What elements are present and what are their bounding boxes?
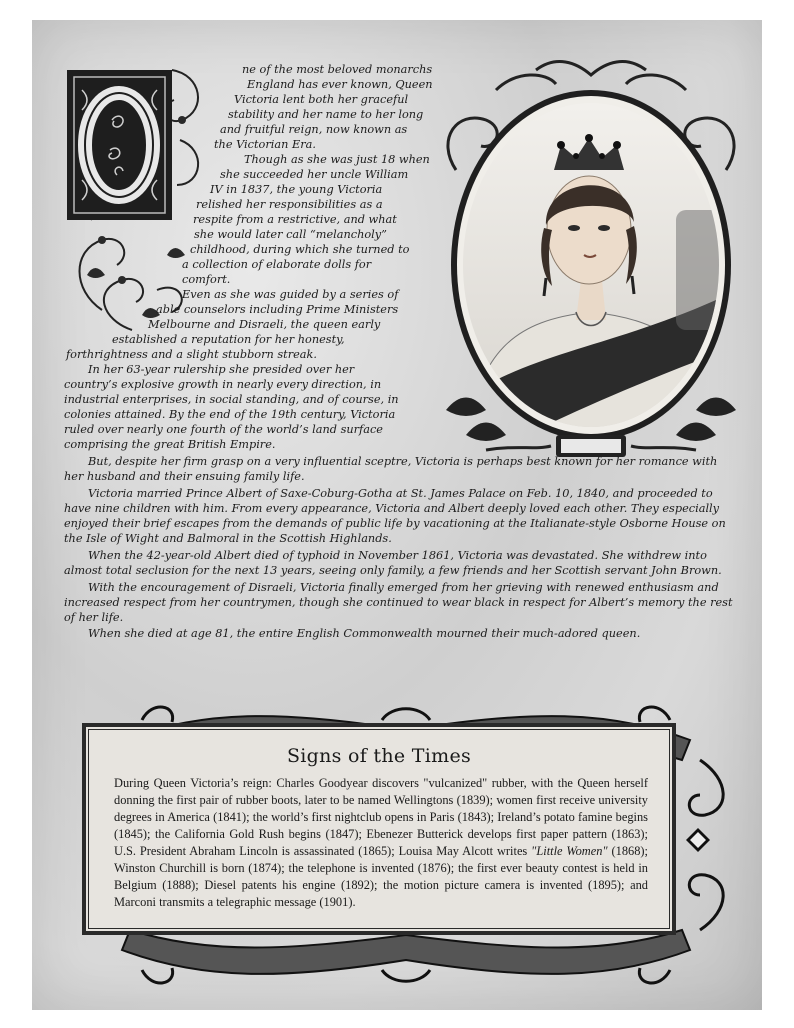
paragraph-marriage: Victoria married Prince Albert of Saxe-Coburg-Gotha at St. James Palace on Feb. 10, 1840, and proceeded to have nine children with him. From every appearance, Victoria and Albert deeply loved each other. They especially enjoyed their brief escapes from the demands of public life by vacationing at the Italianate-style Osborne House on the Isle of Wight and Balmoral in the Scottish Highlands. [64, 487, 726, 546]
article-line: country’s explosive growth in nearly every direction, in [64, 378, 382, 391]
article-line: colonies attained. By the end of the 19th century, Victoria [64, 408, 396, 421]
article-line: Melbourne and Disraeli, the queen early [148, 318, 381, 331]
article-line: able counselors including Prime Ministers [156, 303, 399, 316]
article-line: childhood, during which she turned to [190, 243, 410, 256]
article-line: a collection of elaborate dolls for [182, 258, 372, 271]
sidebar-text: During Queen Victoria’s reign: Charles Goodyear discovers "vulcanized" rubber, with the Queen herself donning the first pair of rubber boots, later to be named Wellingtons (1839); women first receive university degrees in America (1841); the world’s first nightclub opens in Paris (1843); Ireland’s potato famine begins (1845); the California Gold Rush begins (1847); Ebenezer Butterick develops first paper pattern (1863); U.S. President Abraham Lincoln is assassinated (1865); Louisa May Alcott writes [114, 776, 648, 858]
article-body [32, 62, 762, 682]
paragraph-disraeli: With the encouragement of Disraeli, Victoria finally emerged from her grieving with renewed enthusiasm and increased respect from her countrymen, though she continued to wear black in respect for Albert’s memory the rest of her life. [64, 581, 733, 625]
sidebar-title: Signs of the Times [286, 745, 472, 767]
article-line: In her 63-year rulership she presided over her [88, 363, 355, 376]
sidebar-body [114, 775, 648, 911]
article-line: she succeeded her uncle William [220, 168, 409, 181]
article-line: the Victorian Era. [214, 138, 316, 151]
article-line: England has ever known, Queen [247, 78, 433, 91]
article-line: and fruitful reign, now known as [220, 123, 408, 136]
article-line: ruled over nearly one fourth of the world’s land surface [64, 423, 383, 436]
magazine-page [32, 20, 762, 1010]
article-line: stability and her name to her long [228, 108, 424, 121]
article-line: respite from a restrictive, and what [193, 213, 397, 226]
article-line: comprising the great British Empire. [64, 438, 276, 451]
article-line: established a reputation for her honesty, [112, 333, 345, 346]
article-line: comfort. [182, 273, 231, 286]
paragraph-albert-death: When the 42-year-old Albert died of typhoid in November 1861, Victoria was devastated. She withdrew into almost total seclusion for the next 13 years, seeing only family, a few friends and her Scottish servant John Brown. [64, 549, 722, 578]
article-line: she would later call “melancholy” [194, 228, 387, 241]
paragraph-victoria-death: When she died at age 81, the entire English Commonwealth mourned their much-adored queen. [88, 627, 641, 640]
article-line: industrial enterprises, in social standing, and of course, in [64, 393, 399, 406]
article-line: ne of the most beloved monarchs [242, 63, 433, 76]
paragraph-sceptre: But, despite her firm grasp on a very influential sceptre, Victoria is perhaps best known for her romance with her husband and their ensuing family life. [64, 455, 718, 484]
article-line: IV in 1837, the young Victoria [210, 183, 383, 196]
article-line: Though as she was just 18 when [244, 153, 430, 166]
signs-of-the-times-box [82, 723, 676, 935]
sidebar-book-title: "Little Women" [531, 844, 608, 858]
sidebar-text: (1868); Winston Churchill is born (1874); the telephone is invented (1876); the first ever beauty contest is held in Belgium (1888); Diesel patents his engine (1892); the motion picture camera is invented (1895); and Marconi transmits a telegraphic message (1901). [114, 844, 649, 909]
article-line: relished her responsibilities as a [196, 198, 383, 211]
article-line: Victoria lent both her graceful [234, 93, 409, 106]
article-line: Even as she was guided by a series of [182, 288, 399, 301]
article-line: forthrightness and a slight stubborn streak. [66, 348, 317, 361]
